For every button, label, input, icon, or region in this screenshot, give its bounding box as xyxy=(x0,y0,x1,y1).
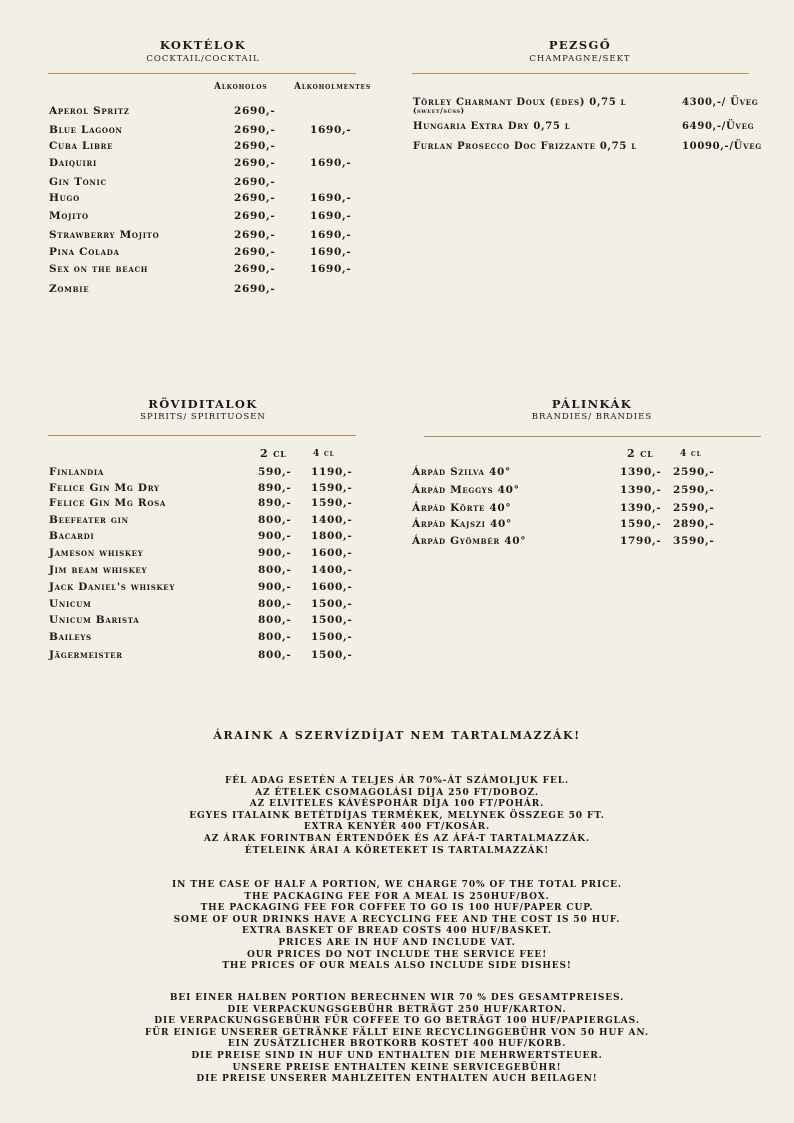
footer-line: FÉL ADAG ESETÉN A TELJES ÁR 70%-ÁT SZÁMOLJUK FEL. xyxy=(225,776,569,786)
footer-line: SOME OF OUR DRINKS HAVE A RECYCLING FEE AND THE COST IS 50 HUF. xyxy=(173,914,621,925)
champagne-name: Furlan Prosecco Doc Frizzante 0,75 l xyxy=(413,141,637,152)
cocktail-name: Cuba Libre xyxy=(49,140,114,152)
brandies-divider xyxy=(424,436,761,437)
footer-german xyxy=(40,993,754,1086)
brandies-title: PÁLINKÁK xyxy=(551,397,633,411)
brandy-price-2cl: 1390,- xyxy=(620,484,662,496)
footer-line: IN THE CASE OF HALF A PORTION, WE CHARGE 70% OF THE TOTAL PRICE. xyxy=(172,880,622,890)
brandy-name: Árpád Meggys 40° xyxy=(412,484,520,496)
footer-line: EXTRA BASKET OF BREAD COSTS 400 HUF/BASKET. xyxy=(242,926,552,937)
footer-line: THE PACKAGING FEE FOR COFFEE TO GO IS 100 HUF/PAPER CUP. xyxy=(200,903,594,914)
cocktail-price-alcoholic: 2690,- xyxy=(234,283,276,295)
cocktail-name: Sex on the beach xyxy=(49,263,149,275)
cocktail-name: Blue Lagoon xyxy=(49,124,123,136)
spirit-name: Felice Gin Mg Rosa xyxy=(49,497,167,509)
champagne-divider xyxy=(412,73,749,74)
footer-english xyxy=(40,880,754,973)
spirit-price-4cl: 1600,- xyxy=(311,547,353,559)
cocktail-price-nonalcoholic: 1690,- xyxy=(310,210,352,222)
spirits-divider xyxy=(48,435,356,436)
cocktails-title: KOKTÉLOK xyxy=(159,38,247,52)
spirits-col-2cl: 2 cl xyxy=(260,447,287,460)
cocktail-price-nonalcoholic: 1690,- xyxy=(310,263,352,275)
spirit-price-4cl: 1190,- xyxy=(311,466,353,478)
spirit-name: Unicum Barista xyxy=(49,614,140,626)
footer-line: THE PACKAGING FEE FOR A MEAL IS 250HUF/BOX. xyxy=(244,891,550,902)
cocktail-price-alcoholic: 2690,- xyxy=(234,263,276,275)
brandy-price-2cl: 1590,- xyxy=(620,518,662,530)
spirit-name: Jim beam whiskey xyxy=(49,564,148,576)
brandy-price-4cl: 3590,- xyxy=(673,535,715,547)
spirit-price-2cl: 800,- xyxy=(258,598,292,610)
spirit-price-2cl: 900,- xyxy=(258,547,292,559)
champagne-price: 4300,-/ Üveg xyxy=(682,97,759,108)
footer-line: UNSERE PREISE ENTHALTEN KEINE SERVICEGEBÜHR! xyxy=(232,1062,562,1073)
brandies-col-2cl: 2 cl xyxy=(627,447,654,460)
spirit-name: Finlandia xyxy=(49,466,104,478)
spirit-price-2cl: 800,- xyxy=(258,631,292,643)
spirit-price-4cl: 1600,- xyxy=(311,581,353,593)
champagne-price: 10090,-/Üveg xyxy=(682,141,762,152)
spirit-price-4cl: 1590,- xyxy=(311,482,353,494)
cocktail-price-alcoholic: 2690,- xyxy=(234,192,276,204)
spirit-price-4cl: 1400,- xyxy=(311,514,353,526)
spirits-col-4cl: 4 cl xyxy=(313,449,335,459)
footer-hungarian xyxy=(40,776,754,857)
spirit-name: Unicum xyxy=(49,598,92,610)
brandy-name: Árpád Szilva 40° xyxy=(412,466,511,478)
spirit-price-2cl: 800,- xyxy=(258,564,292,576)
spirit-price-2cl: 800,- xyxy=(258,649,292,661)
champagne-note: (sweet/süss) xyxy=(413,106,465,115)
footer-line: AZ ÉTELEK CSOMAGOLÁSI DÍJA 250 FT/DOBOZ. xyxy=(255,787,539,798)
cocktail-price-alcoholic: 2690,- xyxy=(234,157,276,169)
spirit-price-2cl: 590,- xyxy=(258,466,292,478)
brandy-price-4cl: 2590,- xyxy=(673,502,715,514)
spirit-name: Jägermeister xyxy=(49,649,123,661)
spirit-price-4cl: 1590,- xyxy=(311,497,353,509)
cocktail-name: Daiquiri xyxy=(49,157,97,169)
spirit-price-2cl: 890,- xyxy=(258,497,292,509)
footer-line: PRICES ARE IN HUF AND INCLUDE VAT. xyxy=(278,937,516,948)
cocktail-name: Zombie xyxy=(49,283,90,295)
champagne-title: PEZSGŐ xyxy=(548,38,612,52)
cocktail-name: Hugo xyxy=(49,192,80,204)
spirit-price-2cl: 890,- xyxy=(258,482,292,494)
footer-line: AZ ELVITELES KÁVÉSPOHÁR DÍJA 100 FT/POHÁR. xyxy=(249,799,545,810)
brandy-price-2cl: 1790,- xyxy=(620,535,662,547)
cocktails-subtitle: COCKTAIL/COCKTAIL xyxy=(146,54,260,64)
brandies-col-4cl: 4 cl xyxy=(680,449,702,459)
brandies-subtitle: BRANDIES/ BRANDIES xyxy=(531,412,653,422)
cocktail-price-alcoholic: 2690,- xyxy=(234,176,276,188)
cocktail-name: Gin Tonic xyxy=(49,176,107,188)
cocktail-price-nonalcoholic: 1690,- xyxy=(310,246,352,258)
brandy-price-4cl: 2590,- xyxy=(673,484,715,496)
champagne-subtitle: CHAMPAGNE/SEKT xyxy=(529,54,631,64)
spirit-price-4cl: 1500,- xyxy=(311,598,353,610)
spirit-name: Jack Daniel's whiskey xyxy=(49,581,176,593)
cocktail-price-nonalcoholic: 1690,- xyxy=(310,157,352,169)
footer-line: EXTRA KENYÉR 400 FT/KOSÁR. xyxy=(303,822,491,833)
footer-line: DIE PREISE SIND IN HUF UND ENTHALTEN DIE MEHRWERTSTEUER. xyxy=(191,1050,603,1061)
champagne-name: Hungaria Extra Dry 0,75 l xyxy=(413,121,571,132)
footer-line: ÉTELEINK ÁRAI A KÖRETEKET IS TARTALMAZZÁK! xyxy=(244,845,550,856)
brandy-name: Árpád Körte 40° xyxy=(412,502,512,514)
cocktail-price-alcoholic: 2690,- xyxy=(234,124,276,136)
brandy-price-4cl: 2890,- xyxy=(673,518,715,530)
champagne-price: 6490,-/Üveg xyxy=(682,121,755,132)
cocktail-price-alcoholic: 2690,- xyxy=(234,140,276,152)
footer-line: DIE VERPACKUNGSGEBÜHR FÜR COFFEE TO GO BETRÄGT 100 HUF/PAPIERGLAS. xyxy=(154,1016,640,1027)
brandy-price-4cl: 2590,- xyxy=(673,466,715,478)
spirit-name: Baileys xyxy=(49,631,92,643)
cocktail-price-nonalcoholic: 1690,- xyxy=(310,124,352,136)
footer-line: EIN ZUSÄTZLICHER BROTKORB KOSTET 400 HUF/KORB. xyxy=(227,1039,567,1050)
col-header-alcoholic: Alkoholos xyxy=(214,82,268,92)
cocktail-name: Mojito xyxy=(49,210,89,222)
brandy-name: Árpád Kajszi 40° xyxy=(412,518,512,530)
spirit-price-2cl: 900,- xyxy=(258,581,292,593)
spirits-title: RÖVIDITALOK xyxy=(148,397,258,411)
service-fee-notice: ÁRAINK A SZERVÍZDÍJAT NEM TARTALMAZZÁK! xyxy=(213,729,581,742)
spirit-price-4cl: 1500,- xyxy=(311,614,353,626)
footer-line: BEI EINER HALBEN PORTION BERECHNEN WIR 70 % DES GESAMTPREISES. xyxy=(169,993,625,1003)
cocktail-price-alcoholic: 2690,- xyxy=(234,246,276,258)
spirit-price-4cl: 1500,- xyxy=(311,649,353,661)
spirit-price-4cl: 1400,- xyxy=(311,564,353,576)
col-header-nonalcoholic: Alkoholmentes xyxy=(294,82,372,92)
cocktail-name: Pina Colada xyxy=(49,246,120,258)
spirit-name: Jameson whiskey xyxy=(49,547,144,559)
spirit-price-2cl: 900,- xyxy=(258,530,292,542)
footer-line: THE PRICES OF OUR MEALS ALSO INCLUDE SIDE DISHES! xyxy=(222,961,572,972)
footer-line: FÜR EINIGE UNSERER GETRÄNKE FÄLLT EINE RECYCLINGGEBÜHR VON 50 HUF AN. xyxy=(145,1027,649,1038)
spirit-price-4cl: 1800,- xyxy=(311,530,353,542)
cocktails-divider xyxy=(48,73,356,74)
cocktail-name: Strawberry Mojito xyxy=(49,229,160,241)
spirit-name: Bacardi xyxy=(49,530,95,542)
spirit-name: Felice Gin Mg Dry xyxy=(49,482,160,494)
cocktail-name: Aperol Spritz xyxy=(49,105,130,117)
spirit-price-4cl: 1500,- xyxy=(311,631,353,643)
spirit-name: Beefeater gin xyxy=(49,514,129,526)
footer-line: DIE PREISE UNSERER MAHLZEITEN ENTHALTEN AUCH BEILAGEN! xyxy=(196,1074,598,1085)
footer-line: DIE VERPACKUNGSGEBÜHR BETRÄGT 250 HUF/KARTON. xyxy=(227,1004,567,1015)
brandy-price-2cl: 1390,- xyxy=(620,502,662,514)
spirit-price-2cl: 800,- xyxy=(258,614,292,626)
cocktail-price-alcoholic: 2690,- xyxy=(234,229,276,241)
brandy-name: Árpád Gyömbér 40° xyxy=(412,535,527,547)
footer-line: AZ ÁRAK FORINTBAN ÉRTENDŐEK ÉS AZ ÁFÁ-T TARTALMAZZÁK. xyxy=(203,833,591,844)
spirits-subtitle: SPIRITS/ SPIRITUOSEN xyxy=(140,412,266,422)
cocktail-price-alcoholic: 2690,- xyxy=(234,105,276,117)
footer-line: EGYES ITALAINK BETÉTDÍJAS TERMÉKEK, MELYNEK ÖSSZEGE 50 FT. xyxy=(189,810,605,821)
brandy-price-2cl: 1390,- xyxy=(620,466,662,478)
spirit-price-2cl: 800,- xyxy=(258,514,292,526)
cocktail-price-alcoholic: 2690,- xyxy=(234,210,276,222)
cocktail-price-nonalcoholic: 1690,- xyxy=(310,229,352,241)
cocktail-price-nonalcoholic: 1690,- xyxy=(310,192,352,204)
footer-line: OUR PRICES DO NOT INCLUDE THE SERVICE FEE! xyxy=(246,949,548,960)
champagne-name: Törley Charmant Doux (édes) 0,75 l (sweet/süss) xyxy=(413,97,627,115)
